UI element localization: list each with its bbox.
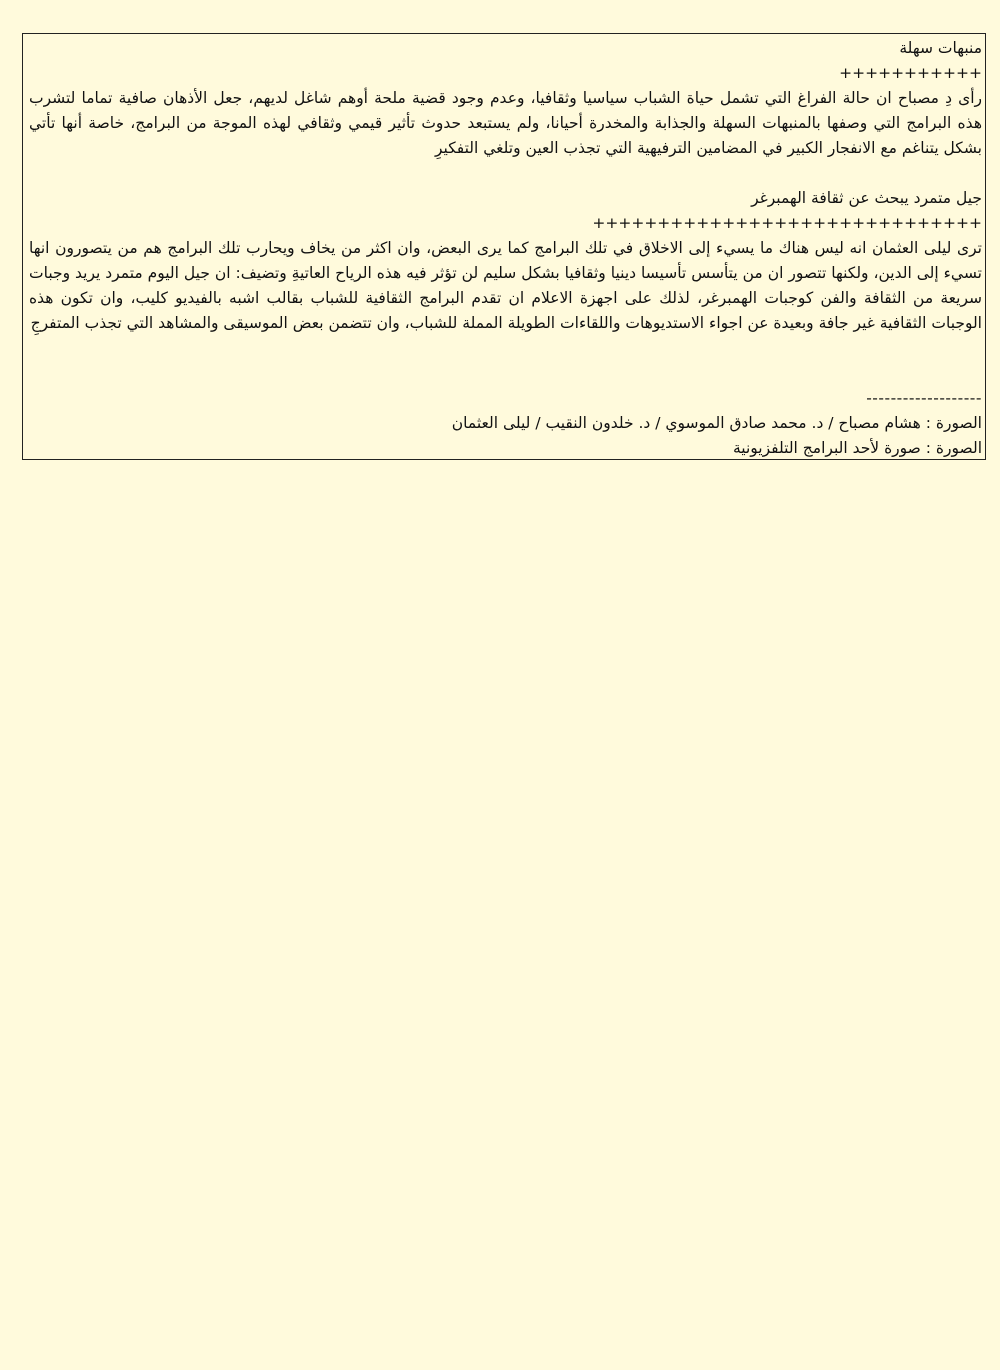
section2-title: جيل متمرد يبحث عن ثقافة الهمبرغر (751, 189, 982, 207)
footer-divider: ------------------- (866, 389, 982, 407)
photo-caption-2: الصورة : صورة لأحد البرامج التلفزيونية (733, 439, 982, 457)
section2-divider: ++++++++++++++++++++++++++++++ (592, 214, 982, 232)
article-box (22, 33, 986, 460)
footer-gap (29, 336, 982, 386)
section1-paragraph: رأى دِ مصباح ان حالة الفراغ التي تشمل حياة الشباب سياسيا وثقافيا، وعدم وجود قضية ملحة أوهم شاغل لديهم، جعل الأذهان صافية تماما لتشرب هذه البرامج التي وصفها بالمنبهات السهلة والجذابة والمخدرة أحيانا، ولم يستبعد حدوث تأثير قيمي وثقافي لهذه الموجة من البرامج، خاصة أنها تأتي بشكل يتناغم مع الانفجار الكبير في المضامين الترفيهية التي تجذب العين وتلغي التفكيرِ (29, 89, 982, 157)
section1-title: منبهات سهلة (899, 39, 982, 57)
photo-caption-1: الصورة : هشام مصباح / د. محمد صادق الموسوي / د. خلدون النقيب / ليلى العثمان (451, 414, 982, 432)
section1-divider: +++++++++++ (839, 64, 982, 82)
section-gap (29, 161, 982, 186)
section2-paragraph: ترى ليلى العثمان انه ليس هناك ما يسيء إلى الاخلاق في تلك البرامج كما يرى البعض، وان اكثر من يخاف ويحارب تلك البرامج هم من يتصورون انها تسيء إلى الدين، ولكنها تتصور ان من يتأسس تأسيسا دينيا وثقافيا بشكل سليم لن تؤثر فيه هذه الرياح العاتيةِ وتضيف: ان جيل اليوم متمرد يريد وجبات سريعة من الثقافة والفن كوجبات الهمبرغر، لذلك على اجهزة الاعلام ان تقدم البرامج الثقافية للشباب بقالب اشبه بالفيديو كليب، وان تكون هذه الوجبات الثقافية غير جافة وبعيدة عن اجواء الاستديوهات واللقاءات الطويلة المملة للشباب، وان تتضمن بعض الموسيقى والمشاهد التي تجذب المتفرجِ (29, 239, 982, 332)
